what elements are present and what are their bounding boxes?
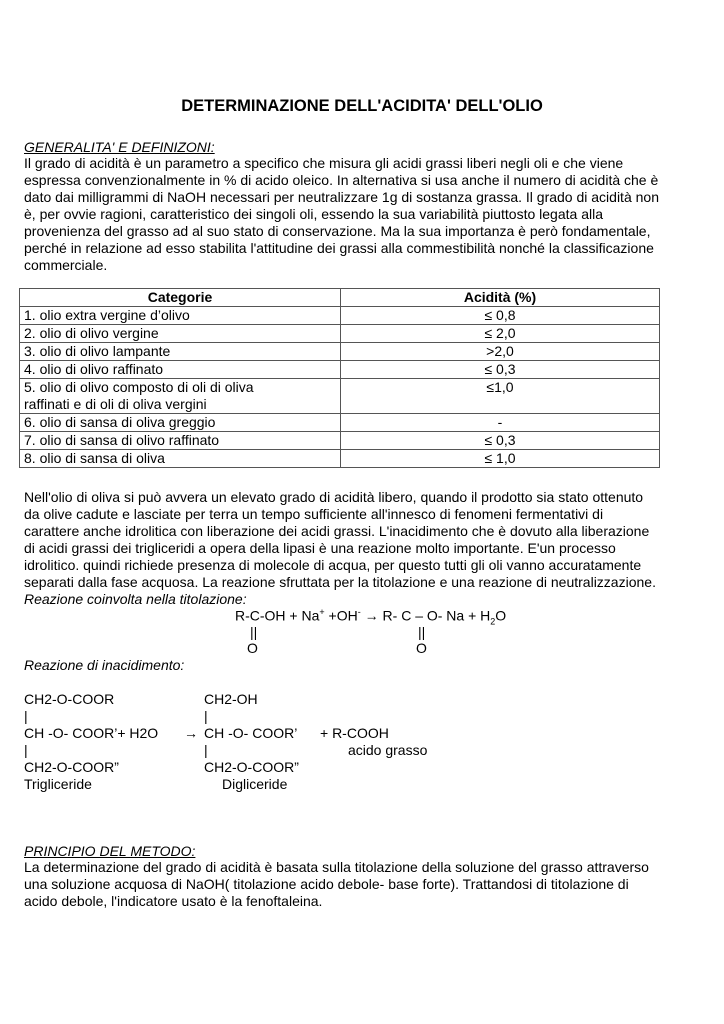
section-heading-principio: PRINCIPIO DEL METODO: [24,843,196,859]
category-cell: 2. olio di olivo vergine [20,325,341,343]
equation-sub: 2 [490,616,496,627]
equation-part: R-C-OH + Na [235,607,320,624]
table-row [20,307,660,325]
structure-line: CH2-O-COOR” [204,759,299,775]
oxygen-2: O [416,640,427,656]
text-line: commerciale. [24,257,108,273]
table-header-row [20,289,660,307]
paragraph-generalita [24,155,704,274]
table-row [20,414,660,432]
double-bond-1: || [250,624,258,640]
page-title: DETERMINAZIONE DELL'ACIDITA' DELL'OLIO [181,97,543,115]
text-line: Il grado di acidità è un parametro a specifico che misura gli acidi grassi liberi negli oli e che viene [24,155,624,171]
text-line: è, per ovvie ragioni, caratteristico dei singoli oli, essendo la sua variabilità piuttosto legata alla [24,206,603,222]
category-cell: 8. olio di sansa di oliva [20,450,341,468]
text-line: una soluzione acquosa di NaOH( titolazione acido debole- base forte). Trattandosi di titolazione di [24,876,629,892]
titration-label: Reazione coinvolta nella titolazione: [24,591,247,607]
category-cell: 1. olio extra vergine d’olivo [20,307,341,325]
text-line: La determinazione del grado di acidità è basata sulla titolazione della soluzione del grasso attraverso [24,859,649,875]
acidity-cell: ≤ 0,8 [341,307,660,325]
double-bond-2: || [418,624,426,640]
category-cell: 7. olio di sansa di olivo raffinato [20,432,341,450]
acidity-cell: ≤ 0,3 [341,361,660,379]
text-line: separati dalla fase acquosa. La reazione sfruttata per la titolazione e una reazione di neutralizzazione. [24,574,656,590]
text-line: Nell'olio di oliva si può avvera un elevato grado di acidità libero, quando il prodotto sia stato ottenuto [24,489,644,505]
structure-line: Digliceride [222,776,288,792]
header-categorie: Categorie [20,289,341,307]
category-line: 5. olio di olivo composto di oli di oliva [24,379,254,395]
table-row [20,361,660,379]
oxygen-1: O [247,640,258,656]
acidity-cell: ≤1,0 [341,379,660,414]
structure-line: CH -O- COOR’ [204,725,298,741]
structure-line: Trigliceride [24,776,92,792]
text-line: espressa convenzionalmente in % di acido oleico. In alternativa si usa anche il numero di acidità che è [24,172,659,188]
acidity-cell: - [341,414,660,432]
header-acidita: Acidità (%) [341,289,660,307]
structure-line: | [204,708,208,724]
table-row [20,343,660,361]
text-line: acido debole, l'indicatore usato è la fenoftaleina. [24,893,323,909]
acidity-table [19,288,660,468]
category-cell: 4. olio di olivo raffinato [20,361,341,379]
text-line: di acidi grassi dei trigliceridi a opera della lipasi è una reazione molto importante. E'un processo [24,540,616,556]
acidity-cell: ≤ 2,0 [341,325,660,343]
text-line: da olive cadute e lasciate per terra un tempo sufficiente all'innesco di fenomeni fermentativi di [24,506,604,522]
category-line: raffinati e di oli di oliva vergini [24,396,207,412]
text-line: carattere anche idrolitica con liberazione dei acidi grassi. L'inacidimento che è dovuto alla liberazione [24,523,650,539]
structure-line: CH -O- COOR’+ H2O [24,725,159,741]
structure-line: | [204,742,208,758]
paragraph-inacidimento [24,489,704,591]
text-line: perché in relazione ad esso stabilita l'attitudine dei grassi alla commestibilità nonché la classificazione [24,240,654,256]
acidity-cell: >2,0 [341,343,660,361]
category-cell: 6. olio di sansa di oliva greggio [20,414,341,432]
equation-sup: + [319,607,325,617]
reaction-arrow: → [184,725,198,741]
structure-line: CH2-O-COOR” [24,759,119,775]
triglyceride-structure [24,691,158,793]
text-line: idrolitico. quindi richiede presenza di molecole di acqua, per questo tutti gli oli vanno accuratamente [24,557,642,573]
equation-part: → R- C – O- Na + H [360,607,491,624]
equation-sup: - [357,607,361,617]
text-line: dato dai milligrammi di NaOH necessari per neutralizzare 1g di sostanza grassa. Il grado di acidità non [24,189,659,205]
structure-line: | [24,708,28,724]
diglyceride-structure [204,691,299,793]
table-row [20,450,660,468]
equation-part: O [495,607,507,624]
section-heading-generalita: GENERALITA' E DEFINIZONI: [24,139,215,155]
table-row [20,379,660,414]
rancidity-label: Reazione di inacidimento: [24,657,185,673]
fatty-acid-product: + R-COOH [320,725,389,741]
equation-part: +OH [324,607,358,624]
table-row [20,432,660,450]
acidity-cell: ≤ 0,3 [341,432,660,450]
structure-line: CH2-OH [204,691,258,707]
titration-equation [235,607,506,626]
category-cell [20,379,341,414]
fatty-acid-label: acido grasso [348,742,428,758]
category-cell: 3. olio di olivo lampante [20,343,341,361]
table-row [20,325,660,343]
acidity-cell: ≤ 1,0 [341,450,660,468]
structure-line: CH2-O-COOR [24,691,115,707]
structure-line: | [24,742,28,758]
paragraph-principio [24,859,704,910]
text-line: provenienza del grasso ad al suo stato di conservazione. Ma la sua importanza è però fondamentale, [24,223,651,239]
